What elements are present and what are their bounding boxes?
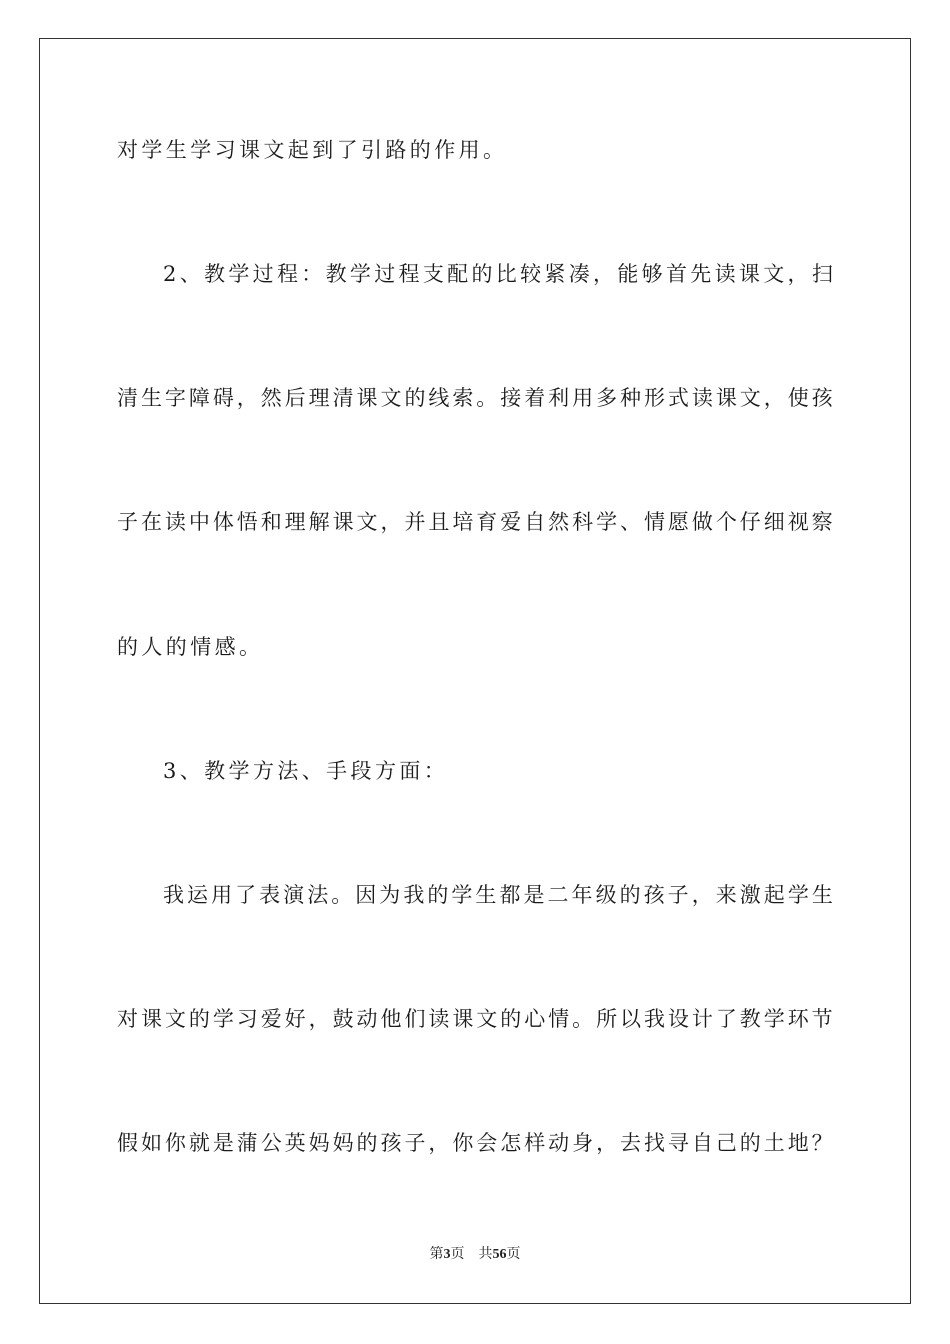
char: 读	[714, 262, 736, 286]
char: 我	[163, 883, 184, 907]
char: 文	[356, 510, 378, 534]
char: 培	[452, 510, 474, 534]
char: 体	[212, 510, 234, 534]
char: 情	[548, 1007, 570, 1031]
char: 以	[620, 1007, 642, 1031]
char: 支	[422, 262, 444, 286]
paragraph-line: 对学生学习课文起到了引路的作用。	[117, 138, 508, 162]
char: 的	[427, 883, 449, 907]
page-number: 3	[443, 1247, 451, 1262]
char: 并	[404, 510, 426, 534]
char: 习	[236, 1007, 258, 1031]
char: 来	[715, 883, 737, 907]
char: 愿	[667, 510, 689, 534]
char: 的	[619, 883, 641, 907]
paragraph-line	[117, 508, 833, 536]
char: 心	[524, 1007, 546, 1031]
char: 教	[739, 1007, 761, 1031]
char: 在	[140, 510, 162, 534]
char: 科	[572, 510, 594, 534]
char: 年	[571, 883, 593, 907]
char: 学	[451, 883, 473, 907]
char: 理	[284, 510, 306, 534]
char: 环	[787, 1007, 809, 1031]
page-footer	[0, 1246, 950, 1264]
char: 课	[356, 386, 378, 410]
char: 。	[572, 1007, 594, 1031]
char: 假	[117, 1131, 138, 1155]
char: 过	[252, 262, 274, 286]
paragraph-line: 的人的情感。	[117, 635, 264, 659]
char: 公	[260, 1131, 282, 1155]
char: 因	[355, 883, 377, 907]
char: ，	[593, 262, 614, 286]
char: 解	[308, 510, 330, 534]
char: 我	[403, 883, 425, 907]
char: 就	[188, 1131, 210, 1155]
char: 是	[523, 883, 545, 907]
char: 仔	[739, 510, 761, 534]
char: 会	[476, 1131, 498, 1155]
char: 好	[284, 1007, 306, 1031]
char: 的	[471, 262, 493, 286]
char: 文	[476, 1007, 498, 1031]
char: 使	[787, 386, 809, 410]
char: 悟	[236, 510, 258, 534]
char: 他	[380, 1007, 402, 1031]
char: 己	[715, 1131, 737, 1155]
char: ：	[301, 262, 323, 286]
char: 着	[524, 386, 546, 410]
char: ，	[380, 510, 402, 534]
char: 式	[667, 386, 689, 410]
char: 为	[379, 883, 401, 907]
char: 配	[447, 262, 469, 286]
char: 扫	[811, 262, 833, 286]
char: 英	[284, 1131, 306, 1155]
char: 对	[117, 1007, 138, 1031]
char: 是	[212, 1131, 234, 1155]
char: 视	[787, 510, 809, 534]
char: 起	[763, 883, 785, 907]
char: 生	[475, 883, 497, 907]
char: 激	[739, 883, 761, 907]
page-prefix: 第	[429, 1247, 444, 1262]
char: 够	[641, 262, 663, 286]
char: 做	[691, 510, 713, 534]
char: 线	[428, 386, 450, 410]
char: 表	[259, 883, 281, 907]
char: 蒲	[236, 1131, 258, 1155]
char: 的	[739, 1131, 761, 1155]
char: 清	[332, 386, 354, 410]
char: 然	[548, 510, 570, 534]
char: 后	[284, 386, 306, 410]
char: 读	[691, 386, 713, 410]
char: 文	[380, 386, 402, 410]
char: 学	[763, 1007, 785, 1031]
char: 寻	[667, 1131, 689, 1155]
char: 我	[643, 1007, 665, 1031]
char: 中	[188, 510, 210, 534]
char: 利	[548, 386, 570, 410]
char: 去	[620, 1131, 642, 1155]
char: 能	[617, 262, 639, 286]
char: 法	[307, 883, 329, 907]
char: 文	[763, 262, 785, 286]
char: 较	[520, 262, 542, 286]
char: 、	[179, 262, 201, 286]
char: 紧	[544, 262, 566, 286]
char: 和	[260, 510, 282, 534]
char: 子	[117, 510, 138, 534]
paragraph-line	[163, 881, 833, 909]
page-border	[39, 38, 911, 1304]
char: 索	[452, 386, 474, 410]
char: 爱	[500, 510, 522, 534]
char: 生	[140, 386, 162, 410]
char: 如	[140, 1131, 162, 1155]
char: 的	[356, 1131, 378, 1155]
char: 教	[325, 262, 347, 286]
char: 、	[620, 510, 642, 534]
char: 土	[763, 1131, 785, 1155]
char: 妈	[332, 1131, 354, 1155]
char: 用	[211, 883, 233, 907]
char: 的	[500, 1007, 522, 1031]
char: 然	[260, 386, 282, 410]
total-prefix: 共	[478, 1247, 493, 1262]
total-suffix: 页	[506, 1247, 521, 1262]
char: 学	[212, 1007, 234, 1031]
char: 学	[596, 510, 618, 534]
char: 形	[643, 386, 665, 410]
char: 读	[428, 1007, 450, 1031]
char: 子	[404, 1131, 426, 1155]
char: 学	[787, 883, 809, 907]
char: 二	[547, 883, 569, 907]
char: 孩	[643, 883, 665, 907]
char: 且	[428, 510, 450, 534]
char: 程	[276, 262, 298, 286]
char: 首	[665, 262, 687, 286]
char: 的	[404, 386, 426, 410]
char: 们	[404, 1007, 426, 1031]
char: 课	[738, 262, 760, 286]
char: 程	[398, 262, 420, 286]
char: 读	[164, 510, 186, 534]
char: 动	[356, 1007, 378, 1031]
char: ，	[308, 1007, 330, 1031]
char: 地	[787, 1131, 809, 1155]
char: 2	[163, 262, 177, 286]
char: 设	[667, 1007, 689, 1031]
char: 。	[331, 883, 353, 907]
char: ，	[596, 1131, 618, 1155]
char: 情	[643, 510, 665, 534]
paragraph-line	[117, 384, 833, 412]
char: 课	[332, 510, 354, 534]
char: 障	[188, 386, 210, 410]
char: 运	[187, 883, 209, 907]
total-pages: 56	[492, 1247, 507, 1262]
char: 节	[811, 1007, 833, 1031]
char: 过	[374, 262, 396, 286]
char: 清	[117, 386, 138, 410]
char: 课	[140, 1007, 162, 1031]
char: 。	[476, 386, 498, 410]
char: 多	[596, 386, 618, 410]
char: 找	[643, 1131, 665, 1155]
char: 孩	[811, 386, 833, 410]
char: 凑	[568, 262, 590, 286]
char: 学	[349, 262, 371, 286]
char: 爱	[260, 1007, 282, 1031]
char: 自	[691, 1131, 713, 1155]
char: 教	[204, 262, 225, 286]
char: 课	[452, 1007, 474, 1031]
char: ，	[691, 883, 713, 907]
char: 子	[667, 883, 689, 907]
char: 了	[715, 1007, 737, 1031]
char: 怎	[500, 1131, 522, 1155]
char: 的	[188, 1007, 210, 1031]
char: 生	[811, 883, 833, 907]
section-heading: 3、教学方法、手段方面：	[163, 759, 449, 783]
char: ，	[428, 1131, 450, 1155]
char: 样	[524, 1131, 546, 1155]
page-suffix: 页	[450, 1247, 465, 1262]
char: 计	[691, 1007, 713, 1031]
char: 文	[164, 1007, 186, 1031]
char: 你	[452, 1131, 474, 1155]
char: ，	[787, 262, 809, 286]
char: 课	[715, 386, 737, 410]
char: 接	[500, 386, 522, 410]
char: 自	[524, 510, 546, 534]
char: 你	[164, 1131, 186, 1155]
char: 文	[739, 386, 761, 410]
char: ？	[811, 1131, 833, 1155]
char: 所	[596, 1007, 618, 1031]
char: ，	[763, 386, 785, 410]
char: 妈	[308, 1131, 330, 1155]
char: 鼓	[332, 1007, 354, 1031]
char: 细	[763, 510, 785, 534]
paragraph-line	[163, 260, 833, 288]
char: 动	[548, 1131, 570, 1155]
char: 用	[572, 386, 594, 410]
char: 理	[308, 386, 330, 410]
char: 学	[228, 262, 250, 286]
char: 都	[499, 883, 521, 907]
char: 先	[690, 262, 712, 286]
char: 察	[811, 510, 833, 534]
char: 比	[495, 262, 517, 286]
paragraph-line	[117, 1005, 833, 1033]
char: 了	[235, 883, 257, 907]
char: 字	[164, 386, 186, 410]
char: 种	[620, 386, 642, 410]
char: ，	[236, 386, 258, 410]
char: 碍	[212, 386, 234, 410]
char: 演	[283, 883, 305, 907]
paragraph-line	[117, 1129, 833, 1157]
char: 身	[572, 1131, 594, 1155]
char: 孩	[380, 1131, 402, 1155]
char: 育	[476, 510, 498, 534]
char: 个	[715, 510, 737, 534]
char: 级	[595, 883, 617, 907]
